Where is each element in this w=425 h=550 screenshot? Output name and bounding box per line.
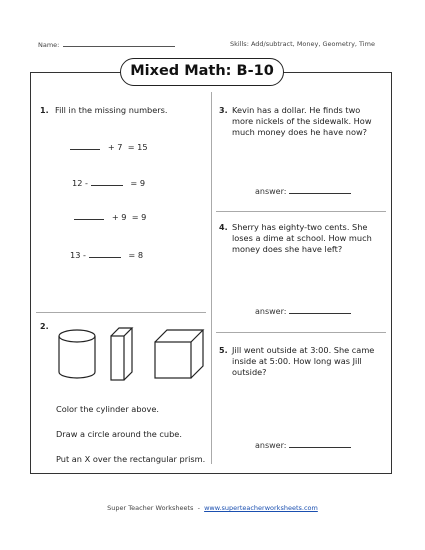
q4-text: Sherry has eighty-two cents. She loses a dime at school. How much money does she have left? (232, 222, 372, 254)
footer-separator: - (197, 504, 200, 512)
q3-answer (255, 186, 351, 196)
q3-number: 3. (219, 106, 228, 115)
equation-2-blank[interactable] (91, 178, 123, 186)
name-blank[interactable] (63, 40, 175, 47)
equation-2 (72, 178, 145, 188)
skills-label: Skills: Add/subtract, Money, Geometry, Time (230, 40, 375, 48)
q4-answer-label: answer: (255, 307, 287, 316)
equation-3-result: = 9 (131, 212, 147, 222)
equation-4-result: = 8 (128, 250, 144, 260)
left-divider-line (36, 312, 206, 313)
q2-instruction-2: Draw a circle around the cube. (56, 429, 182, 439)
q3-answer-blank[interactable] (289, 186, 351, 194)
q3-text: Kevin has a dollar. He finds two more nickels of the sidewalk. How much money does he have now? (232, 105, 372, 137)
equation-1 (70, 142, 148, 152)
q4-number: 4. (219, 223, 228, 232)
name-field (38, 40, 175, 49)
equation-4-blank[interactable] (89, 250, 121, 258)
q3-answer-label: answer: (255, 187, 287, 196)
cylinder-shape (59, 330, 95, 378)
q5-text: Jill went outside at 3:00. She came inside at 5:00. How long was Jill outside? (232, 345, 375, 377)
footer-brand: Super Teacher Worksheets (107, 504, 194, 512)
shapes-figure (55, 326, 205, 382)
equation-1-op: + 7 (107, 142, 123, 152)
q5-number: 5. (219, 346, 228, 355)
q5-answer-blank[interactable] (289, 440, 351, 448)
equation-4 (70, 250, 143, 260)
worksheet-title: Mixed Math: B-10 (120, 58, 284, 86)
q2-number: 2. (40, 322, 49, 331)
q1-prompt: Fill in the missing numbers. (55, 105, 168, 115)
q2-instruction-1: Color the cylinder above. (56, 404, 160, 414)
right-divider-line-2 (216, 332, 386, 333)
q2-instruction-3: Put an X over the rectangular prism. (56, 454, 206, 464)
q4-answer (255, 306, 351, 316)
right-divider-line-1 (216, 211, 386, 212)
column-divider (211, 92, 212, 464)
q1-number: 1. (40, 106, 49, 115)
q4-answer-blank[interactable] (289, 306, 351, 314)
name-label: Name: (38, 41, 60, 49)
footer (0, 504, 425, 512)
q5-answer-label: answer: (255, 441, 287, 450)
equation-3-op: + 9 (111, 212, 127, 222)
equation-3-blank[interactable] (74, 212, 104, 220)
footer-link[interactable]: www.superteacherworksheets.com (204, 504, 318, 512)
equation-4-left: 13 - (70, 250, 86, 260)
equation-3 (74, 212, 146, 222)
equation-1-result: = 15 (127, 142, 148, 152)
q5-answer (255, 440, 351, 450)
equation-2-result: = 9 (130, 178, 146, 188)
equation-2-left: 12 - (72, 178, 88, 188)
cube-shape (155, 330, 203, 378)
rectangular-prism-shape (111, 328, 132, 380)
equation-1-blank[interactable] (70, 142, 100, 150)
